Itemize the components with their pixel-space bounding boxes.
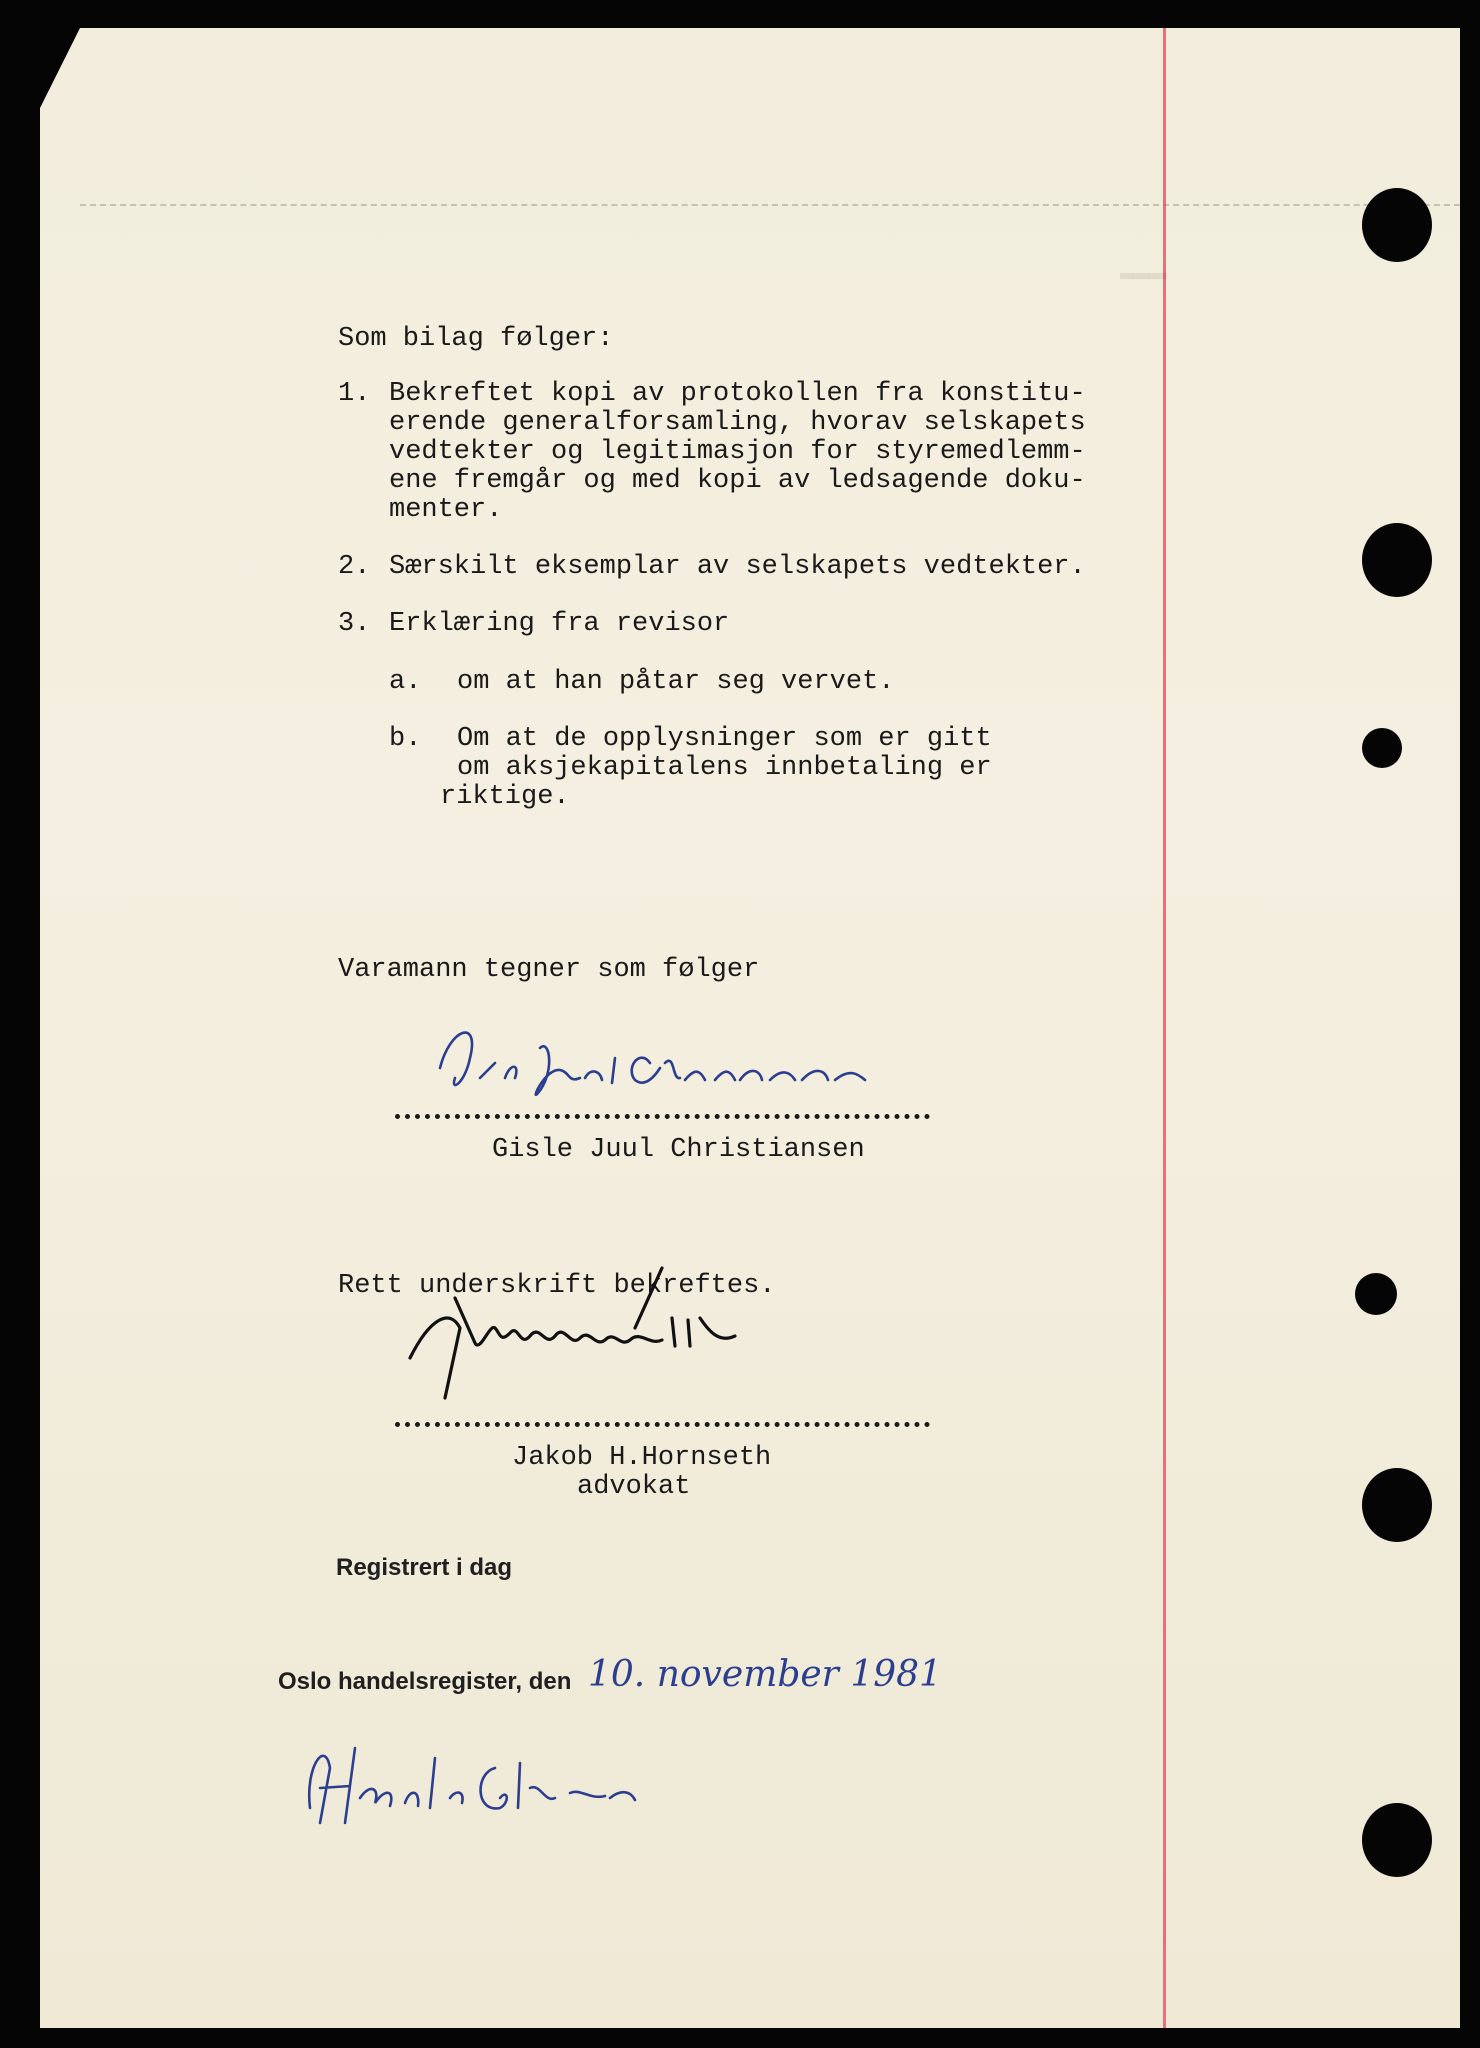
punch-hole (1362, 523, 1432, 597)
signature-line (395, 1422, 930, 1427)
handwritten-signature (410, 1008, 1010, 1118)
subitem-letter: b. (389, 724, 422, 754)
subitem-b-line-3: riktige. (440, 782, 570, 812)
item-1-line-5: menter. (389, 495, 503, 525)
register-stamp-text: Oslo handelsregister, den (278, 1668, 572, 1695)
bleed-through-divider (80, 204, 1460, 206)
document-page (40, 28, 1460, 2028)
punch-hole (1362, 188, 1432, 262)
item-2-line-1: Særskilt eksemplar av selskapets vedtekter. (389, 552, 1086, 582)
bleed-through-texture: ▬▬▬ (1120, 258, 1167, 288)
item-1-line-1: Bekreftet kopi av protokollen fra konstitu- (389, 379, 1086, 409)
subitem-b-line-2: om aksjekapitalens innbetaling er (457, 753, 992, 783)
torn-corner (40, 28, 80, 108)
signer-name: Gisle Juul Christiansen (492, 1135, 865, 1165)
signature-line (395, 1114, 930, 1119)
signer-title: advokat (577, 1472, 691, 1502)
handwritten-date: 10. november 1981 (588, 1654, 942, 1695)
intro-line: Som bilag følger: (338, 324, 614, 354)
registrar-signature (290, 1728, 710, 1838)
subitem-a-line-1: om at han påtar seg vervet. (457, 667, 895, 697)
item-1-line-3: vedtekter og legitimasjon for styremedlemm- (389, 437, 1086, 467)
punch-hole (1362, 1468, 1432, 1542)
item-1-line-2: erende generalforsamling, hvorav selskapets (389, 408, 1086, 438)
item-3-line-1: Erklæring fra revisor (389, 609, 730, 639)
signer-name: Jakob H.Hornseth (512, 1443, 772, 1473)
subitem-letter: a. (389, 667, 422, 697)
signature-heading: Rett underskrift bekreftes. (338, 1271, 776, 1301)
punch-hole (1362, 728, 1402, 768)
punch-hole (1362, 1803, 1432, 1877)
item-number: 2. (338, 552, 371, 582)
item-1-line-4: ene fremgår og med kopi av ledsagende doku- (389, 466, 1086, 496)
item-number: 1. (338, 379, 371, 409)
subitem-b-line-1: Om at de opplysninger som er gitt (457, 724, 992, 754)
registered-stamp-text: Registrert i dag (336, 1554, 513, 1581)
punch-hole (1355, 1273, 1397, 1315)
signature-heading: Varamann tegner som følger (338, 955, 760, 985)
item-number: 3. (338, 609, 371, 639)
red-margin-line (1163, 28, 1166, 2028)
handwritten-signature (400, 1258, 920, 1408)
